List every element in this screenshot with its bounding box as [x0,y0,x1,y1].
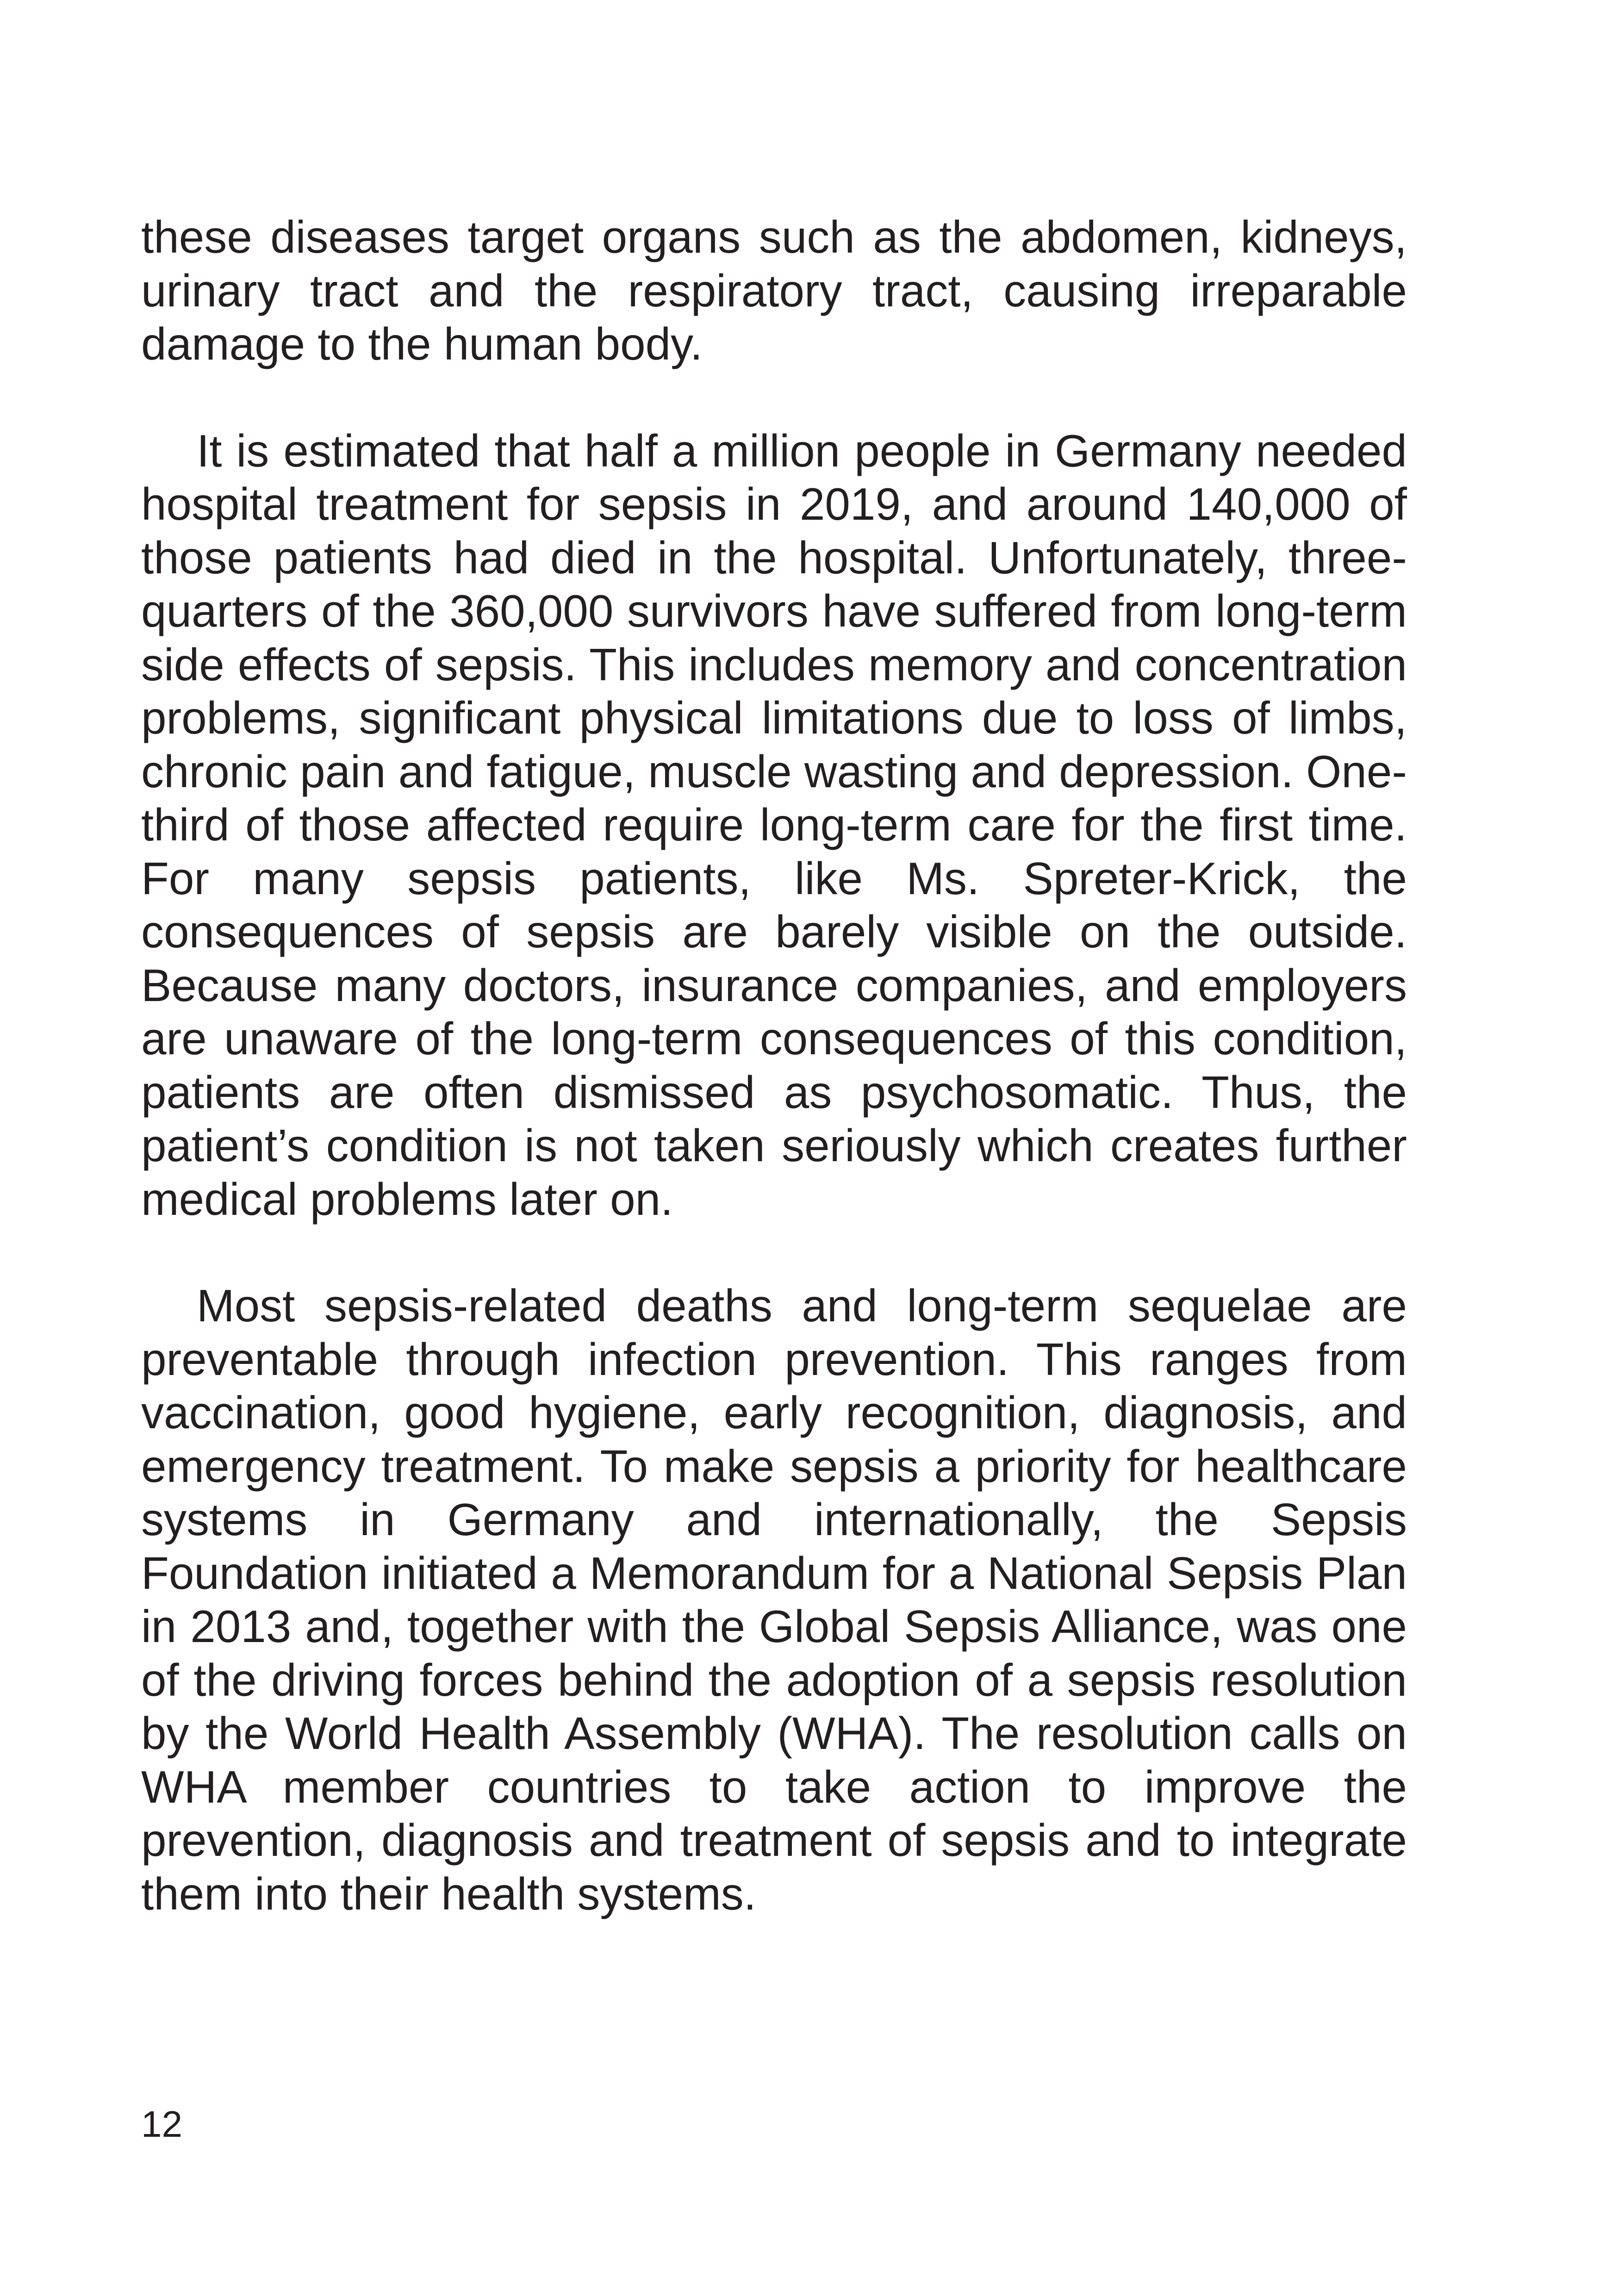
paragraph-sepsis-prevention: Most sepsis-related deaths and long-term sequelae are preventable through infection prevention. This ranges from vaccination, good hygiene, early recognition, diagnosis, and emergency treatment. To make sepsis a priority for healthcare systems in Germany and internationally, the Sepsis Foundation initiated a Memorandum for a National Sepsis Plan in 2013 and, together with the Global Sepsis Alliance, was one of the driving forces behind the adoption of a sepsis resolution by the World Health Assembly (WHA). The resolution calls on WHA member countries to take action to improve the prevention, diagnosis and treatment of sepsis and to integrate them into their health systems. [141,1280,1407,1919]
paragraph-sepsis-statistics: It is estimated that half a million people in Germany needed hospital treatment for sepsis in 2019, and around 140,000 of those patients had died in the hospital. Unfortunately, three-quarters of the 360,000 survivors have suffered from long-term side effects of sepsis. This includes memory and concentration problems, significant physical limitations due to loss of limbs, chronic pain and fatigue, muscle wasting and depression. One-third of those affected require long-term care for the first time. For many sepsis patients, like Ms. Spreter-Krick, the consequences of sepsis are barely visible on the outside. Because many doctors, insurance companies, and employers are unaware of the long-term consequences of this condition, patients are often dismissed as psychosomatic. Thus, the patient’s condition is not taken seriously which creates further medical problems later on. [141,425,1407,1225]
body-text [141,211,1407,1974]
page-number: 12 [141,2103,182,2145]
paragraph-continuation: these diseases target organs such as the abdomen, kidneys, urinary tract and the respiratory tract, causing irreparable damage to the human body. [141,212,1407,369]
